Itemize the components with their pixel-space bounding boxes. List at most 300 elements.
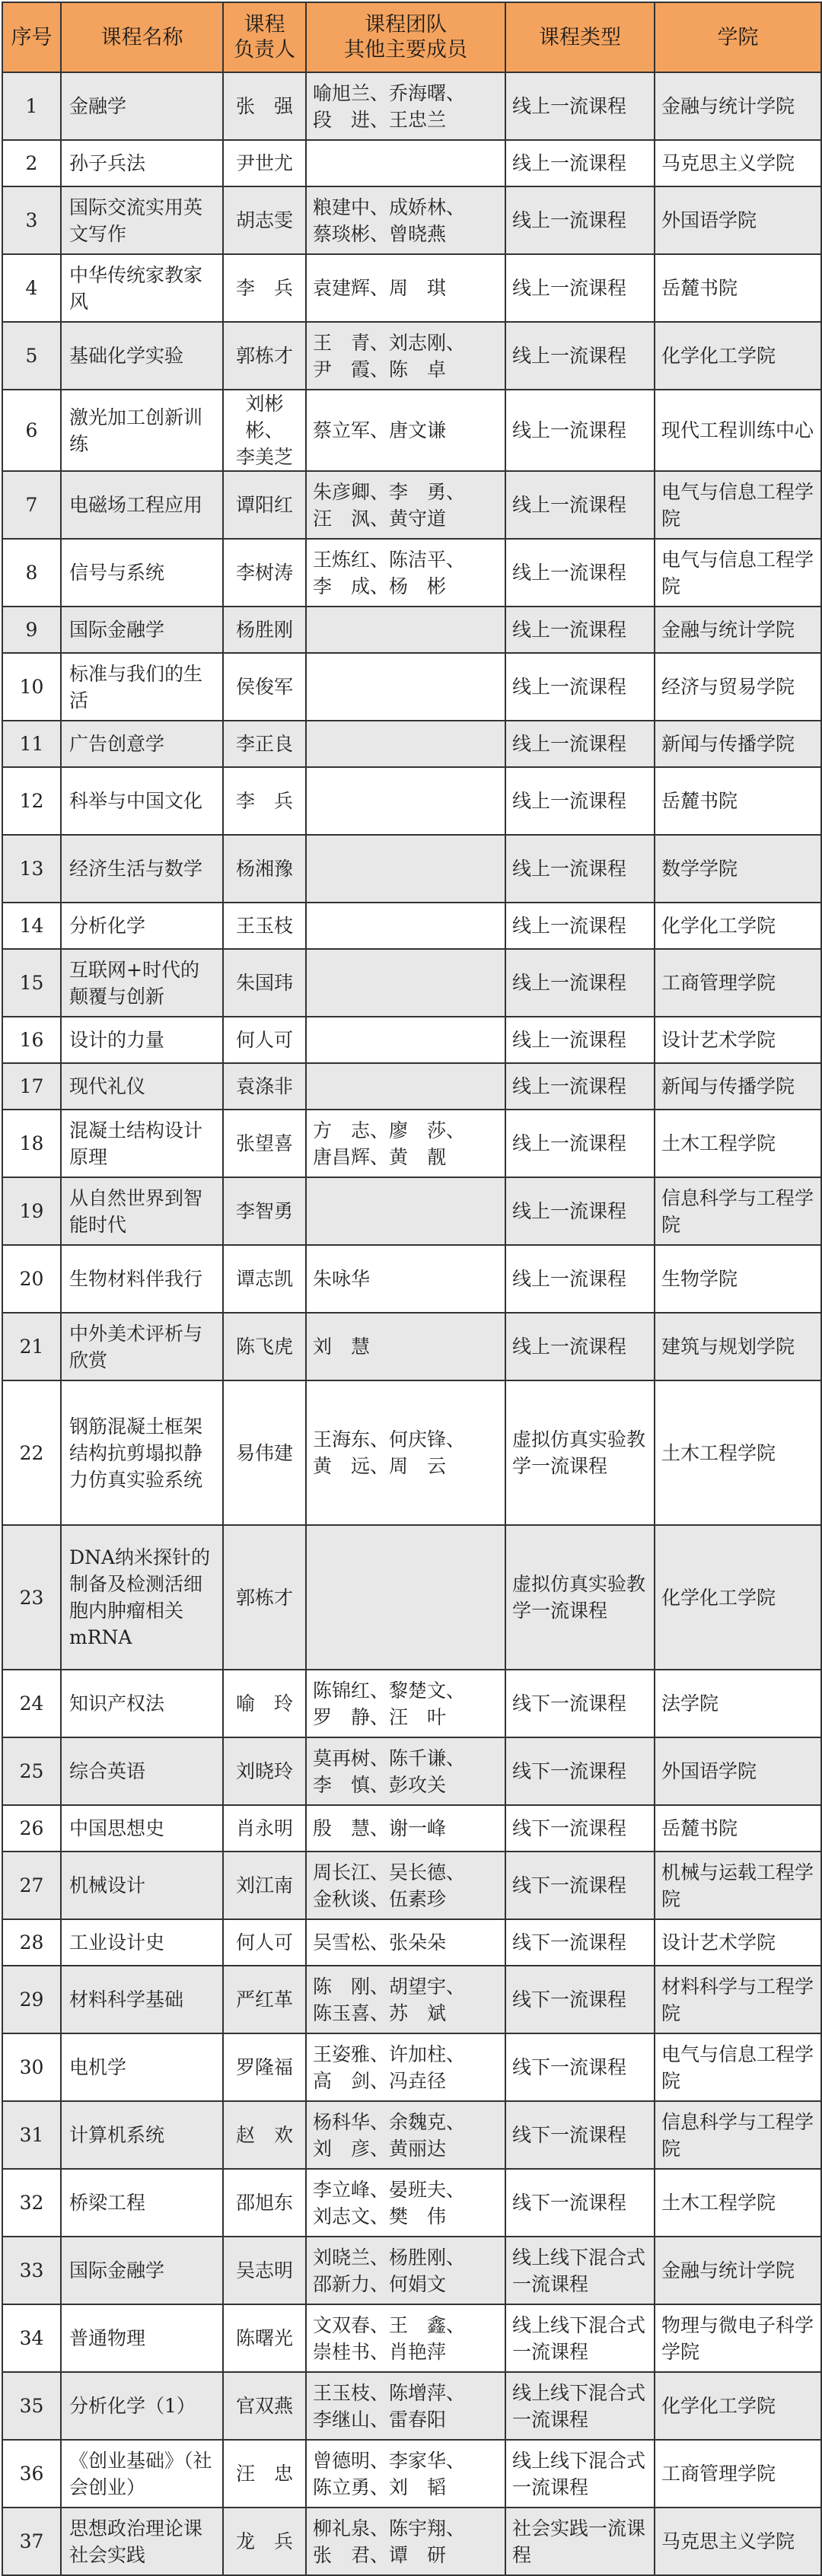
cell-leader <box>223 390 306 471</box>
cell-course-type-text: 线上线下混合式一流课程 <box>512 2449 646 2498</box>
cell-seq-text: 6 <box>25 419 38 441</box>
cell-seq <box>2 2101 61 2169</box>
cell-seq <box>2 1805 61 1852</box>
cell-course-name <box>61 835 223 903</box>
cell-course-type <box>505 1737 655 1805</box>
cell-course-type <box>505 1177 655 1245</box>
cell-course-name <box>61 2033 223 2101</box>
cell-seq-text: 4 <box>25 277 38 299</box>
cell-team-text: 陈锦红、黎楚文、 罗 静、汪 叶 <box>313 1679 466 1728</box>
cell-college <box>655 1313 821 1380</box>
cell-college-text: 电气与信息工程学院 <box>661 2043 814 2092</box>
cell-course-type <box>505 1966 655 2033</box>
cell-leader <box>223 607 306 653</box>
cell-leader-text: 刘彬彬、 李美芝 <box>235 393 293 468</box>
cell-course-type <box>505 72 655 140</box>
cell-seq-text: 11 <box>19 733 44 755</box>
table-row <box>2 1110 821 1177</box>
cell-college <box>655 2033 821 2101</box>
cell-seq-text: 31 <box>19 2124 44 2146</box>
cell-course-type <box>505 2440 655 2508</box>
cell-leader-text: 谭阳红 <box>235 494 293 516</box>
cell-course-name-text: 中外美术评析与欣赏 <box>69 1322 203 1371</box>
cell-leader-text: 汪 忠 <box>235 2463 293 2485</box>
table-row <box>2 140 821 186</box>
cell-seq-text: 12 <box>19 790 44 812</box>
cell-course-type-text: 线上一流课程 <box>512 1336 627 1358</box>
cell-leader-text: 张望喜 <box>235 1132 293 1154</box>
cell-team-text: 王玉枝、陈增萍、 李继山、雷春阳 <box>313 2381 466 2431</box>
cell-college-text: 金融与统计学院 <box>661 2259 795 2281</box>
cell-seq-text: 29 <box>19 1989 44 2011</box>
cell-college <box>655 835 821 903</box>
cell-seq <box>2 186 61 254</box>
cell-course-name-text: 标准与我们的生活 <box>69 662 203 712</box>
cell-course-type-text: 线上一流课程 <box>512 419 627 441</box>
cell-leader-text: 杨湘豫 <box>235 858 293 880</box>
cell-seq-text: 28 <box>19 1931 44 1953</box>
cell-course-type-text: 线下一流课程 <box>512 1989 627 2011</box>
cell-course-name <box>61 2101 223 2169</box>
cell-course-type <box>505 2033 655 2101</box>
cell-course-type-text: 线下一流课程 <box>512 1692 627 1715</box>
cell-team <box>306 471 505 539</box>
cell-course-name-text: 基础化学实验 <box>69 345 184 367</box>
cell-seq-text: 17 <box>19 1075 44 1097</box>
table-row <box>2 1852 821 1919</box>
cell-course-name <box>61 1245 223 1313</box>
cell-course-type-text: 线上线下混合式一流课程 <box>512 2381 646 2431</box>
cell-college <box>655 2237 821 2304</box>
cell-seq <box>2 1919 61 1966</box>
cell-leader-text: 杨胜刚 <box>235 619 293 641</box>
cell-college-text: 生物学院 <box>661 1268 738 1290</box>
cell-course-name <box>61 903 223 949</box>
cell-team <box>306 539 505 607</box>
cell-seq-text: 5 <box>25 345 38 367</box>
cell-course-name <box>61 1063 223 1110</box>
cell-leader <box>223 721 306 767</box>
cell-college <box>655 1110 821 1177</box>
cell-course-name-text: 桥梁工程 <box>69 2192 146 2214</box>
cell-team <box>306 254 505 322</box>
cell-seq-text: 32 <box>19 2192 44 2214</box>
cell-seq-text: 22 <box>19 1441 44 1464</box>
cell-college <box>655 1525 821 1670</box>
cell-college-text: 工商管理学院 <box>661 972 776 994</box>
cell-course-name <box>61 140 223 186</box>
cell-course-type-text: 线上一流课程 <box>512 1200 627 1222</box>
cell-seq <box>2 471 61 539</box>
cell-team-text: 王海东、何庆锋、 黄 远、周 云 <box>313 1428 466 1477</box>
table-body <box>2 72 821 2575</box>
cell-team-text: 杨科华、余魏克、 刘 彦、黄丽达 <box>313 2110 466 2160</box>
cell-course-name-text: 分析化学 <box>69 915 146 937</box>
cell-college-text: 电气与信息工程学院 <box>661 480 814 530</box>
cell-course-type <box>505 471 655 539</box>
cell-team-text: 蔡立军、唐文谦 <box>313 419 447 441</box>
cell-leader <box>223 1805 306 1852</box>
cell-course-name-text: 知识产权法 <box>69 1692 165 1715</box>
cell-course-name <box>61 186 223 254</box>
table-row <box>2 471 821 539</box>
cell-course-type <box>505 653 655 721</box>
cell-course-name-text: 钢筋混凝土框架结构抗剪塌拟静力仿真实验系统 <box>69 1415 203 1491</box>
cell-seq <box>2 1110 61 1177</box>
cell-leader-text: 肖永明 <box>235 1817 293 1839</box>
table-row <box>2 2440 821 2508</box>
cell-college-text: 外国语学院 <box>661 209 757 231</box>
cell-leader-text: 谭志凯 <box>235 1268 293 1290</box>
table-row <box>2 653 821 721</box>
cell-seq <box>2 140 61 186</box>
cell-course-type-text: 线上一流课程 <box>512 1132 627 1154</box>
cell-college <box>655 140 821 186</box>
cell-seq-text: 14 <box>19 915 44 937</box>
cell-team <box>306 767 505 835</box>
cell-course-name-text: 信号与系统 <box>69 562 165 584</box>
cell-team-text: 陈 刚、胡望宇、 陈玉喜、苏 斌 <box>313 1975 466 2024</box>
cell-course-name-text: 电磁场工程应用 <box>69 494 203 516</box>
cell-course-type-text: 线上一流课程 <box>512 1029 627 1051</box>
cell-seq-text: 9 <box>25 619 38 641</box>
table-row <box>2 1805 821 1852</box>
cell-course-type-text: 线上一流课程 <box>512 733 627 755</box>
cell-course-type-text: 线上一流课程 <box>512 790 627 812</box>
cell-leader-text: 郭栋才 <box>235 345 293 367</box>
cell-seq <box>2 2169 61 2237</box>
cell-course-name-text: 互联网+时代的颠覆与创新 <box>69 958 199 1008</box>
cell-leader <box>223 767 306 835</box>
cell-seq-text: 20 <box>19 1268 44 1290</box>
cell-college-text: 新闻与传播学院 <box>661 1075 795 1097</box>
cell-leader-text: 李 兵 <box>235 790 293 812</box>
cell-team-text: 粮建中、成娇林、 蔡琰彬、曾晓燕 <box>313 196 466 245</box>
cell-course-name <box>61 1919 223 1966</box>
header-course-name: 课程名称 <box>61 2 223 72</box>
cell-leader <box>223 322 306 390</box>
header-row <box>2 2 821 72</box>
cell-course-name <box>61 949 223 1017</box>
cell-college <box>655 1966 821 2033</box>
cell-course-name <box>61 1525 223 1670</box>
cell-college <box>655 2304 821 2372</box>
cell-course-type-text: 线上一流课程 <box>512 1268 627 1290</box>
table-row <box>2 607 821 653</box>
table-row <box>2 1737 821 1805</box>
cell-college-text: 新闻与传播学院 <box>661 733 795 755</box>
cell-leader-text: 张 强 <box>235 95 293 117</box>
cell-seq <box>2 322 61 390</box>
cell-seq <box>2 1852 61 1919</box>
cell-course-name <box>61 1380 223 1525</box>
cell-course-name-text: 中国思想史 <box>69 1817 165 1839</box>
cell-course-name <box>61 2169 223 2237</box>
cell-course-name <box>61 721 223 767</box>
cell-leader-text: 尹世尤 <box>235 152 293 174</box>
cell-course-type <box>505 186 655 254</box>
cell-team-text: 刘晓兰、杨胜刚、 邵新力、何娟文 <box>313 2246 466 2295</box>
cell-team <box>306 1063 505 1110</box>
cell-seq <box>2 1737 61 1805</box>
table-row <box>2 1380 821 1525</box>
table-row <box>2 1525 821 1670</box>
cell-leader <box>223 949 306 1017</box>
cell-college-text: 金融与统计学院 <box>661 619 795 641</box>
cell-course-type-text: 线下一流课程 <box>512 2192 627 2214</box>
cell-course-name <box>61 2440 223 2508</box>
cell-seq <box>2 1380 61 1525</box>
cell-course-type <box>505 721 655 767</box>
cell-seq-text: 23 <box>19 1586 44 1609</box>
cell-leader-text: 陈飞虎 <box>235 1336 293 1358</box>
cell-college-text: 机械与运载工程学院 <box>661 1861 814 1910</box>
header-team: 课程团队 其他主要成员 <box>306 2 505 72</box>
cell-college-text: 经济与贸易学院 <box>661 676 795 698</box>
table-row <box>2 903 821 949</box>
cell-college <box>655 653 821 721</box>
cell-course-name <box>61 1852 223 1919</box>
cell-team-text: 喻旭兰、乔海曙、 段 进、王忠兰 <box>313 81 466 131</box>
cell-leader-text: 易伟建 <box>235 1441 293 1464</box>
cell-course-name <box>61 1737 223 1805</box>
cell-team <box>306 390 505 471</box>
cell-leader-text: 官双燕 <box>235 2395 293 2417</box>
cell-course-type-text: 线上一流课程 <box>512 1075 627 1097</box>
cell-college-text: 化学化工学院 <box>661 2395 776 2417</box>
table-row <box>2 767 821 835</box>
cell-course-type <box>505 2372 655 2440</box>
cell-course-name <box>61 607 223 653</box>
cell-leader-text: 罗隆福 <box>235 2056 293 2078</box>
cell-seq-text: 15 <box>19 972 44 994</box>
cell-college-text: 工商管理学院 <box>661 2463 776 2485</box>
cell-course-type-text: 线上一流课程 <box>512 676 627 698</box>
cell-leader <box>223 653 306 721</box>
cell-leader-text: 李 兵 <box>235 277 293 299</box>
cell-course-type <box>505 835 655 903</box>
cell-leader-text: 朱国玮 <box>235 972 293 994</box>
cell-college <box>655 1670 821 1737</box>
cell-course-name-text: 电机学 <box>69 2056 127 2078</box>
cell-team <box>306 186 505 254</box>
cell-course-type <box>505 1017 655 1063</box>
cell-course-name-text: 混凝土结构设计原理 <box>69 1119 203 1168</box>
cell-leader <box>223 903 306 949</box>
cell-team <box>306 1380 505 1525</box>
cell-course-type <box>505 539 655 607</box>
cell-college-text: 信息科学与工程学院 <box>661 1186 814 1236</box>
cell-leader <box>223 1177 306 1245</box>
cell-course-type-text: 线上一流课程 <box>512 152 627 174</box>
cell-college <box>655 72 821 140</box>
cell-seq <box>2 721 61 767</box>
cell-leader-text: 郭栋才 <box>235 1586 293 1609</box>
cell-college-text: 岳麓书院 <box>661 790 738 812</box>
cell-college <box>655 390 821 471</box>
cell-course-name-text: 国际交流实用英文写作 <box>69 196 203 245</box>
cell-course-type <box>505 1380 655 1525</box>
cell-leader <box>223 1245 306 1313</box>
cell-course-name-text: 工业设计史 <box>69 1931 165 1953</box>
cell-seq-text: 21 <box>19 1336 44 1358</box>
cell-course-name-text: 国际金融学 <box>69 2259 165 2281</box>
cell-course-name-text: 生物材料伴我行 <box>69 1268 203 1290</box>
cell-leader-text: 李树涛 <box>235 562 293 584</box>
cell-course-name <box>61 1110 223 1177</box>
cell-team <box>306 1017 505 1063</box>
cell-seq-text: 7 <box>25 494 38 516</box>
cell-team <box>306 1525 505 1670</box>
cell-leader <box>223 1110 306 1177</box>
cell-seq-text: 8 <box>25 562 38 584</box>
cell-course-type-text: 线上一流课程 <box>512 209 627 231</box>
cell-seq <box>2 1525 61 1670</box>
cell-college <box>655 254 821 322</box>
cell-leader <box>223 2101 306 2169</box>
cell-college <box>655 1737 821 1805</box>
cell-course-name <box>61 1017 223 1063</box>
cell-seq-text: 25 <box>19 1760 44 1782</box>
table-row <box>2 72 821 140</box>
cell-course-name-text: 分析化学（1） <box>69 2395 196 2417</box>
cell-course-name <box>61 653 223 721</box>
cell-leader <box>223 1852 306 1919</box>
cell-team <box>306 1966 505 2033</box>
cell-course-type <box>505 607 655 653</box>
cell-college-text: 设计艺术学院 <box>661 1029 776 1051</box>
cell-course-type-text: 线上一流课程 <box>512 858 627 880</box>
cell-college-text: 化学化工学院 <box>661 1586 776 1609</box>
cell-course-name-text: 经济生活与数学 <box>69 858 203 880</box>
cell-leader <box>223 72 306 140</box>
cell-team <box>306 140 505 186</box>
cell-course-type <box>505 1805 655 1852</box>
cell-college <box>655 2169 821 2237</box>
cell-course-type-text: 线下一流课程 <box>512 1817 627 1839</box>
cell-college <box>655 2440 821 2508</box>
cell-leader <box>223 2372 306 2440</box>
table-row <box>2 835 821 903</box>
cell-team <box>306 835 505 903</box>
table-row <box>2 1017 821 1063</box>
cell-leader <box>223 2237 306 2304</box>
cell-seq-text: 36 <box>19 2463 44 2485</box>
cell-course-type-text: 线下一流课程 <box>512 1760 627 1782</box>
cell-leader <box>223 1313 306 1380</box>
cell-team <box>306 607 505 653</box>
cell-leader-text: 喻 玲 <box>235 1692 293 1715</box>
cell-leader-text: 刘晓玲 <box>235 1760 293 1782</box>
cell-college <box>655 949 821 1017</box>
cell-team-text: 王姿雅、许加柱、 高 剑、冯垚径 <box>313 2043 466 2092</box>
cell-course-name <box>61 1177 223 1245</box>
cell-course-name <box>61 1670 223 1737</box>
cell-course-type-text: 线上一流课程 <box>512 562 627 584</box>
cell-seq-text: 27 <box>19 1874 44 1896</box>
cell-college <box>655 2372 821 2440</box>
cell-team <box>306 2169 505 2237</box>
cell-seq <box>2 539 61 607</box>
cell-team <box>306 1670 505 1737</box>
cell-college-text: 建筑与规划学院 <box>661 1336 795 1358</box>
table-row <box>2 2237 821 2304</box>
cell-leader-text: 何人可 <box>235 1029 293 1051</box>
cell-college-text: 土木工程学院 <box>661 1441 776 1464</box>
cell-seq <box>2 1966 61 2033</box>
table-row <box>2 1670 821 1737</box>
cell-seq-text: 33 <box>19 2259 44 2281</box>
cell-course-name-text: 计算机系统 <box>69 2124 165 2146</box>
cell-college <box>655 1852 821 1919</box>
cell-course-name-text: 国际金融学 <box>69 619 165 641</box>
cell-seq-text: 26 <box>19 1817 44 1839</box>
cell-leader <box>223 1966 306 2033</box>
cell-course-type <box>505 903 655 949</box>
cell-seq <box>2 767 61 835</box>
cell-college <box>655 1177 821 1245</box>
cell-course-name <box>61 2372 223 2440</box>
table-row <box>2 254 821 322</box>
cell-leader <box>223 1063 306 1110</box>
table-row <box>2 539 821 607</box>
table-row <box>2 2372 821 2440</box>
cell-course-type-text: 社会实践一流课程 <box>512 2517 646 2566</box>
table-row <box>2 721 821 767</box>
cell-leader-text: 陈曙光 <box>235 2327 293 2349</box>
cell-course-type <box>505 1245 655 1313</box>
cell-seq-text: 19 <box>19 1200 44 1222</box>
cell-leader <box>223 1670 306 1737</box>
cell-course-type <box>505 949 655 1017</box>
table-row <box>2 1919 821 1966</box>
cell-course-name <box>61 254 223 322</box>
cell-team <box>306 2372 505 2440</box>
cell-course-type-text: 线上一流课程 <box>512 95 627 117</box>
cell-course-type <box>505 1525 655 1670</box>
cell-seq <box>2 2033 61 2101</box>
cell-team <box>306 949 505 1017</box>
cell-leader-text: 邵旭东 <box>235 2192 293 2214</box>
cell-leader <box>223 1737 306 1805</box>
cell-seq-text: 24 <box>19 1692 44 1715</box>
cell-course-type-text: 线下一流课程 <box>512 2124 627 2146</box>
cell-course-type <box>505 1313 655 1380</box>
cell-team-text: 莫再树、陈千谦、 李 慎、彭攻关 <box>313 1747 466 1796</box>
cell-leader <box>223 2169 306 2237</box>
cell-leader <box>223 539 306 607</box>
cell-course-name-text: DNA纳米探针的制备及检测活细胞内肿瘤相关mRNA <box>69 1546 210 1648</box>
cell-college <box>655 471 821 539</box>
cell-course-type <box>505 2101 655 2169</box>
table-row <box>2 322 821 390</box>
cell-seq <box>2 2372 61 2440</box>
cell-college-text: 岳麓书院 <box>661 277 738 299</box>
table-row <box>2 186 821 254</box>
cell-leader <box>223 1919 306 1966</box>
cell-course-type <box>505 140 655 186</box>
cell-course-name-text: 设计的力量 <box>69 1029 165 1051</box>
cell-college <box>655 607 821 653</box>
cell-college-text: 外国语学院 <box>661 1760 757 1782</box>
course-table <box>2 2 822 2576</box>
cell-course-name-text: 金融学 <box>69 95 127 117</box>
table-row <box>2 1245 821 1313</box>
cell-seq <box>2 835 61 903</box>
cell-seq-text: 34 <box>19 2327 44 2349</box>
header-seq: 序号 <box>2 2 61 72</box>
cell-seq <box>2 607 61 653</box>
